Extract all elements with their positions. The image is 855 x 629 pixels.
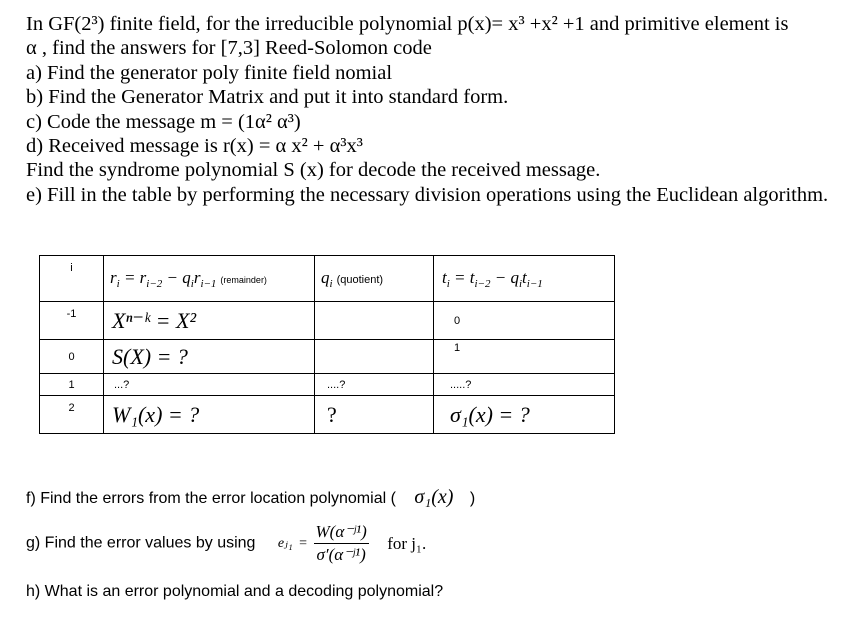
row-quotient: ....? bbox=[315, 374, 434, 396]
part-f bbox=[26, 486, 475, 509]
row-t: .....? bbox=[434, 374, 615, 396]
part-g-text: g) Find the error values by using bbox=[26, 534, 256, 552]
table-header-row bbox=[40, 256, 615, 302]
row-t: σ₁(x) = ? bbox=[434, 396, 615, 434]
header-quotient: $q_i$ (quotient) bbox=[315, 256, 434, 302]
table-row bbox=[40, 374, 615, 396]
part-g-lhs: eⱼ₁ bbox=[277, 536, 293, 551]
quotient-label: (quotient) bbox=[336, 273, 384, 286]
table-row bbox=[40, 396, 615, 434]
row-index: 0 bbox=[40, 340, 104, 374]
part-c: c) Code the message m = (1α² α³) bbox=[26, 110, 301, 133]
part-e: e) Fill in the table by performing the necessary division operations using the Euclidean algorithm. bbox=[26, 183, 829, 206]
remainder-label: (remainder) bbox=[220, 274, 267, 285]
header-t: $t_i = t_{i-2} - q_it_{i-1}$ bbox=[434, 256, 615, 302]
formula-denominator: σ′(α⁻ʲ¹) bbox=[316, 545, 366, 564]
row-index: -1 bbox=[40, 302, 104, 340]
row-quotient bbox=[315, 302, 434, 340]
problem-statement bbox=[26, 12, 846, 207]
table-row bbox=[40, 340, 615, 374]
row-quotient bbox=[315, 340, 434, 374]
row-quotient: ? bbox=[315, 396, 434, 434]
row-remainder: W₁(x) = ? bbox=[104, 396, 315, 434]
part-b: b) Find the Generator Matrix and put it into standard form. bbox=[26, 86, 509, 109]
row-remainder: Xⁿ⁻ᵏ = X² bbox=[104, 302, 315, 340]
header-remainder: $r_i = r_{i-2} - q_ir_{i-1}$ (remainder) bbox=[104, 256, 315, 302]
row-remainder: S(X) = ? bbox=[104, 340, 315, 374]
part-f-text: f) Find the errors from the error location polynomial ( bbox=[26, 490, 396, 507]
formula-numerator: W(α⁻ʲ¹) bbox=[314, 522, 369, 544]
row-index: 2 bbox=[40, 396, 104, 434]
table-row bbox=[40, 302, 615, 340]
part-d: d) Received message is r(x) = α x² + α³x³ bbox=[26, 135, 363, 158]
header-index: i bbox=[40, 256, 104, 302]
part-g bbox=[26, 522, 426, 565]
part-d-syndrome: Find the syndrome polynomial S (x) for decode the received message. bbox=[26, 159, 601, 182]
euclidean-table bbox=[39, 255, 615, 434]
row-t: 0 bbox=[434, 302, 615, 340]
row-remainder: ...? bbox=[104, 374, 315, 396]
part-g-equals: = bbox=[299, 535, 308, 551]
problem-line-2: α , find the answers for [7,3] Reed-Solomon code bbox=[26, 37, 432, 60]
part-h: h) What is an error polynomial and a decoding polynomial? bbox=[26, 583, 444, 600]
row-index: 1 bbox=[40, 374, 104, 396]
row-t: 1 bbox=[434, 340, 615, 374]
part-f-poly: σ₁(x) bbox=[414, 486, 454, 508]
problem-line-1: In GF(2³) finite field, for the irreducible polynomial p(x)= x³ +x² +1 and primitive element is bbox=[26, 13, 789, 35]
part-a: a) Find the generator poly finite field nomial bbox=[26, 61, 393, 84]
error-value-formula bbox=[314, 522, 369, 565]
part-g-suffix: for j₁. bbox=[387, 533, 427, 553]
part-f-close: ) bbox=[469, 490, 476, 507]
